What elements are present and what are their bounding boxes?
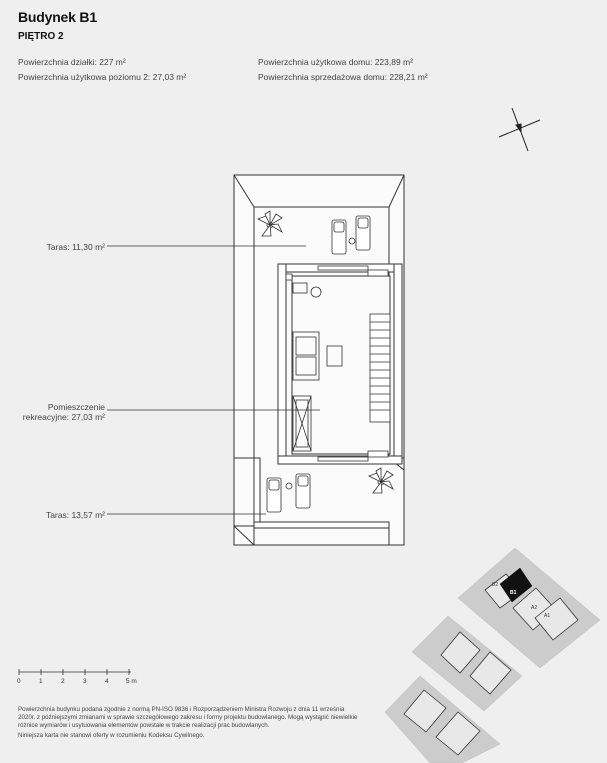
scale-tick-1: 1 (39, 678, 43, 685)
note-paragraph-1: Powierzchnia budynku podana zgodnie z normą PN-ISO 9836 i Rozporządzeniem Ministra Rozwoju z dnia 11 września 2020r. z późniejszymi zmianami w sprawie szczegółowego zakresu i formy projektu budowlanego. Mogą wystąpić niewielkie różnice wymiarów i usytuowania elementów powstałe w trakcie realizacji prac budowlanych. (18, 706, 358, 729)
scale-tick-4: 4 (105, 678, 109, 685)
usable-area-level: Powierzchnia użytkowa poziomu 2: 27,03 m² (18, 72, 187, 82)
building-title: Budynek B1 (18, 9, 97, 25)
scale-tick-0: 0 (17, 678, 21, 685)
floor-label: PIĘTRO 2 (18, 31, 64, 42)
site-label-b2: B2 (492, 582, 499, 588)
legal-notes (18, 706, 363, 740)
site-label-a1: A1 (544, 613, 551, 619)
recreation-room-label-2: rekreacyjne: 27,03 m² (22, 412, 105, 422)
scale-tick-5: 5 m (126, 678, 137, 685)
scale-tick-3: 3 (83, 678, 87, 685)
sale-area-house: Powierzchnia sprzedażowa domu: 228,21 m² (258, 72, 428, 82)
note-paragraph-2: Niniejsza karta nie stanowi oferty w rozumieniu Kodeksu Cywilnego. (18, 732, 205, 739)
usable-area-house: Powierzchnia użytkowa domu: 223,89 m² (258, 57, 413, 67)
site-label-b1: B1 (510, 590, 517, 596)
site-label-a2: A2 (531, 605, 538, 611)
scale-bar (19, 669, 131, 675)
staircase (370, 314, 390, 422)
plot-area: Powierzchnia działki: 227 m² (18, 57, 126, 67)
recreation-room-label-1: Pomieszczenie (47, 402, 105, 412)
scale-tick-2: 2 (61, 678, 65, 685)
terrace-top-label: Taras: 11,30 m² (46, 242, 105, 252)
terrace-bottom-label: Taras: 13,57 m² (45, 510, 105, 520)
north-arrow-icon (499, 108, 540, 151)
